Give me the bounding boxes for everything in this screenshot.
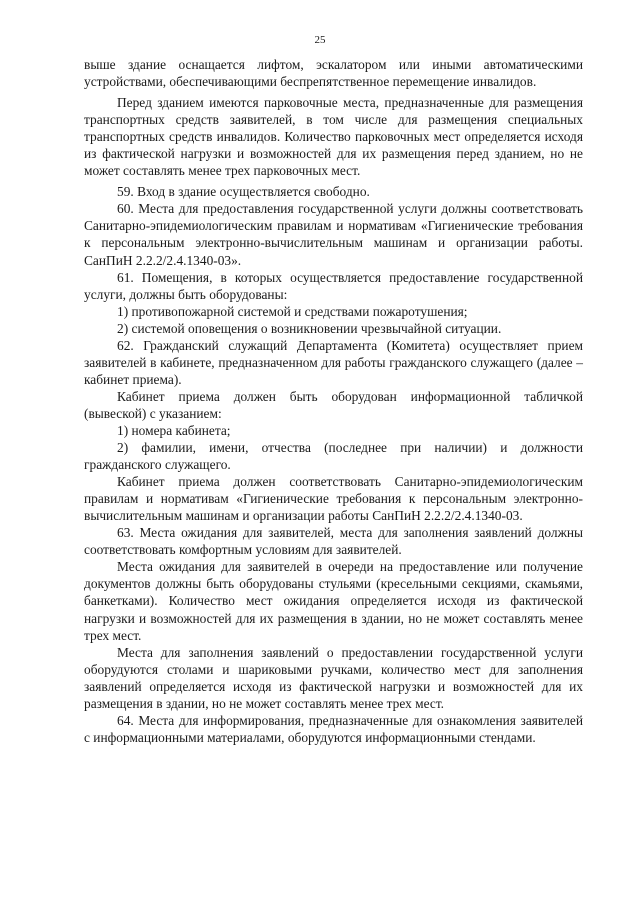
document-body bbox=[84, 56, 583, 746]
list-item-61-2: 2) системой оповещения о возникновении чрезвычайной ситуации. bbox=[117, 320, 502, 336]
paragraph-cabinet-sanpin: Кабинет приема должен соответствовать Санитарно-эпидемиологическим правилам и нормативам «Гигиенические требования к персональным электронно-вычислительным машинам и организации работы СанПиН 2.2.2/2.4.1340-03. bbox=[84, 474, 583, 524]
paragraph-filling-places: Места для заполнения заявлений о предоставлении государственной услуги оборудуются столами и шариковыми ручками, количество мест для заполнения заявлений определяется исходя из фактической нагрузки и возможностей для их размещения в здании, но не может составлять менее трех мест. bbox=[84, 644, 583, 711]
paragraph-62: 62. Гражданский служащий Департамента (Комитета) осуществляет прием заявителей в кабинете, предназначенном для работы гражданского служащего (далее – кабинет приема). bbox=[84, 337, 583, 387]
list-item-cabinet-1: 1) номера кабинета; bbox=[117, 422, 231, 438]
paragraph-61: 61. Помещения, в которых осуществляется предоставление государственной услуги, должны быть оборудованы: bbox=[84, 269, 583, 302]
paragraph-continuation: выше здание оснащается лифтом, эскалатором или иными автоматическими устройствами, обеспечивающими беспрепятственное перемещение инвалидов. bbox=[84, 57, 583, 90]
paragraph-63: 63. Места ожидания для заявителей, места для заполнения заявлений должны соответствовать комфортным условиям для заявителей. bbox=[84, 525, 583, 558]
paragraph-waiting-places: Места ожидания для заявителей в очереди на предоставление или получение документов должны быть оборудованы стульями (кресельными секциями, скамьями, банкетками). Количество мест ожидания определяется исходя из фактической нагрузки и возможностей для их размещения в здании, но не может составлять менее трех мест. bbox=[84, 559, 583, 643]
paragraph-parking: Перед зданием имеются парковочные места, предназначенные для размещения транспортных средств заявителей, в том числе для размещения специальных транспортных средств инвалидов. Количество парковочных мест определяется исходя из фактической нагрузки и возможностей для их размещения перед зданием, но не может составлять менее трех парковочных мест. bbox=[84, 95, 583, 179]
list-item-cabinet-2: 2) фамилии, имени, отчества (последнее при наличии) и должности гражданского служащего. bbox=[84, 440, 583, 473]
page-number: 25 bbox=[314, 34, 326, 46]
paragraph-cabinet-sign: Кабинет приема должен быть оборудован информационной табличкой (вывеской) с указанием: bbox=[84, 388, 583, 421]
list-item-61-1: 1) противопожарной системой и средствами пожаротушения; bbox=[117, 303, 468, 319]
paragraph-59: 59. Вход в здание осуществляется свободно. bbox=[117, 184, 370, 200]
paragraph-64: 64. Места для информирования, предназначенные для ознакомления заявителей с информационными материалами, оборудуются информационными стендами. bbox=[84, 712, 583, 745]
paragraph-60: 60. Места для предоставления государственной услуги должны соответствовать Санитарно-эпидемиологическим правилам и нормативам «Гигиенические требования к персональным электронно-вычислительным машинам и организации работы. СанПиН 2.2.2/2.4.1340-03». bbox=[84, 201, 583, 268]
